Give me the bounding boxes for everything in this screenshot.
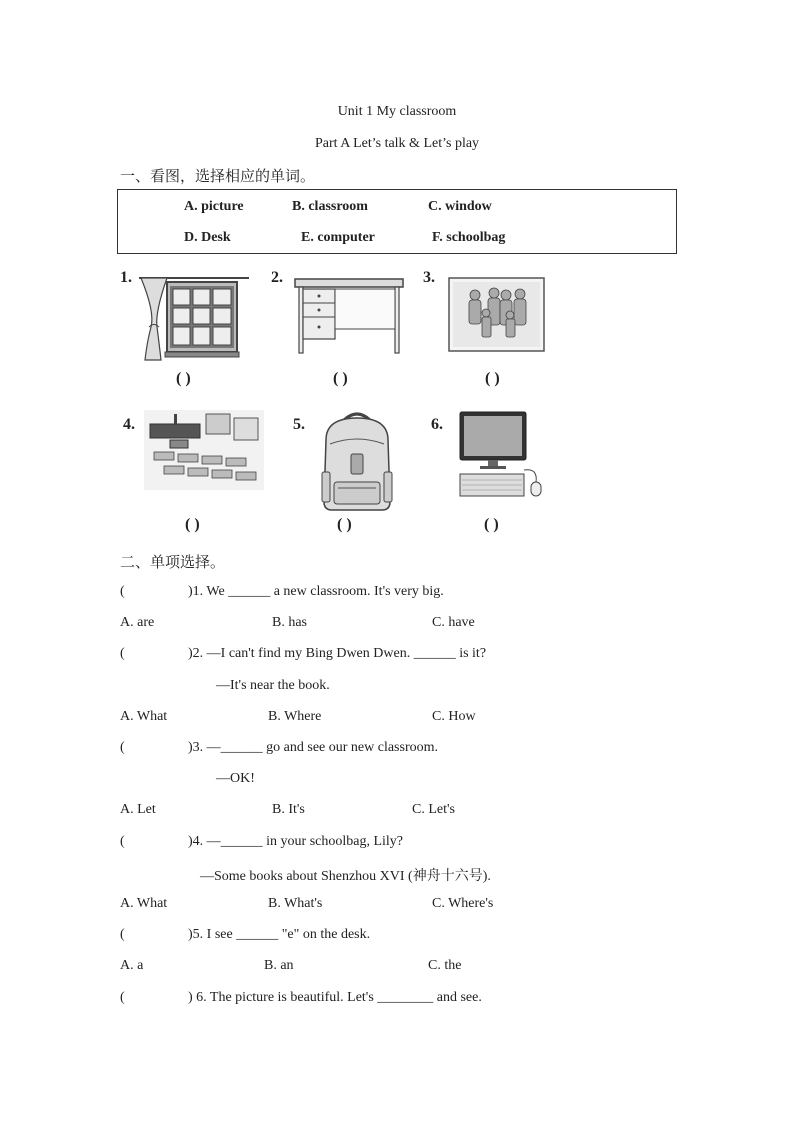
- q4-option-a: A. What: [120, 896, 168, 911]
- section2-heading: 二、单项选择。: [120, 553, 226, 571]
- q5-option-c: C. the: [428, 958, 462, 973]
- q2-answer-line: —It's near the book.: [216, 678, 330, 693]
- item-number-4: 4.: [123, 416, 135, 433]
- q5-option-a: A. a: [120, 958, 144, 973]
- q3-answer-line: —OK!: [216, 771, 255, 786]
- family-picture-icon: [448, 277, 545, 352]
- q6-stem: ) 6. The picture is beautiful. Let's ________ and see.: [188, 990, 482, 1005]
- option-e: E. computer: [301, 230, 375, 245]
- answer-blank-2[interactable]: ( ): [333, 370, 348, 387]
- q2-stem: )2. —I can't find my Bing Dwen Dwen. ______ is it?: [188, 646, 487, 661]
- option-d: D. Desk: [184, 230, 231, 245]
- q4-option-c: C. Where's: [432, 896, 494, 911]
- item-number-5: 5.: [293, 416, 305, 433]
- answer-blank-6[interactable]: ( ): [484, 516, 499, 533]
- q5-paren[interactable]: (: [120, 927, 125, 942]
- schoolbag-icon: [316, 410, 398, 512]
- window-icon: [137, 272, 252, 364]
- option-a: A. picture: [184, 199, 244, 214]
- q4-stem: )4. —______ in your schoolbag, Lily?: [188, 834, 404, 849]
- option-b: B. classroom: [292, 199, 368, 214]
- desk-icon: [294, 277, 405, 355]
- q3-option-b: B. It's: [272, 802, 305, 817]
- section1-heading: 一、看图，选择相应的单词。: [120, 167, 316, 185]
- q3-stem: )3. —______ go and see our new classroom.: [188, 740, 439, 755]
- q2-paren[interactable]: (: [120, 646, 125, 661]
- q2-option-c: C. How: [432, 709, 476, 724]
- classroom-icon: [144, 410, 264, 490]
- item-number-6: 6.: [431, 416, 443, 433]
- q1-option-c: C. have: [432, 615, 475, 630]
- q3-option-a: A. Let: [120, 802, 156, 817]
- option-f: F. schoolbag: [432, 230, 506, 245]
- q2-option-b: B. Where: [268, 709, 322, 724]
- q3-paren[interactable]: (: [120, 740, 125, 755]
- q5-stem: )5. I see ______ "e" on the desk.: [188, 927, 371, 942]
- q3-option-c: C. Let's: [412, 802, 455, 817]
- q5-option-b: B. an: [264, 958, 294, 973]
- item-number-3: 3.: [423, 269, 435, 286]
- q6-paren[interactable]: (: [120, 990, 125, 1005]
- answer-blank-5[interactable]: ( ): [337, 516, 352, 533]
- answer-blank-1[interactable]: ( ): [176, 370, 191, 387]
- answer-blank-4[interactable]: ( ): [185, 516, 200, 533]
- item-number-1: 1.: [120, 269, 132, 286]
- q4-answer-line: —Some books about Shenzhou XVI (神舟十六号).: [200, 869, 491, 884]
- q1-option-b: B. has: [272, 615, 307, 630]
- computer-icon: [458, 410, 552, 500]
- q1-paren[interactable]: (: [120, 584, 125, 599]
- answer-blank-3[interactable]: ( ): [485, 370, 500, 387]
- q1-stem: )1. We ______ a new classroom. It's very big.: [188, 584, 444, 599]
- q2-option-a: A. What: [120, 709, 168, 724]
- item-number-2: 2.: [271, 269, 283, 286]
- option-c: C. window: [428, 199, 492, 214]
- q1-option-a: A. are: [120, 615, 155, 630]
- page-subtitle: Part A Let’s talk & Let’s play: [314, 136, 480, 151]
- q4-paren[interactable]: (: [120, 834, 125, 849]
- q4-option-b: B. What's: [268, 896, 323, 911]
- page-title: Unit 1 My classroom: [337, 104, 457, 119]
